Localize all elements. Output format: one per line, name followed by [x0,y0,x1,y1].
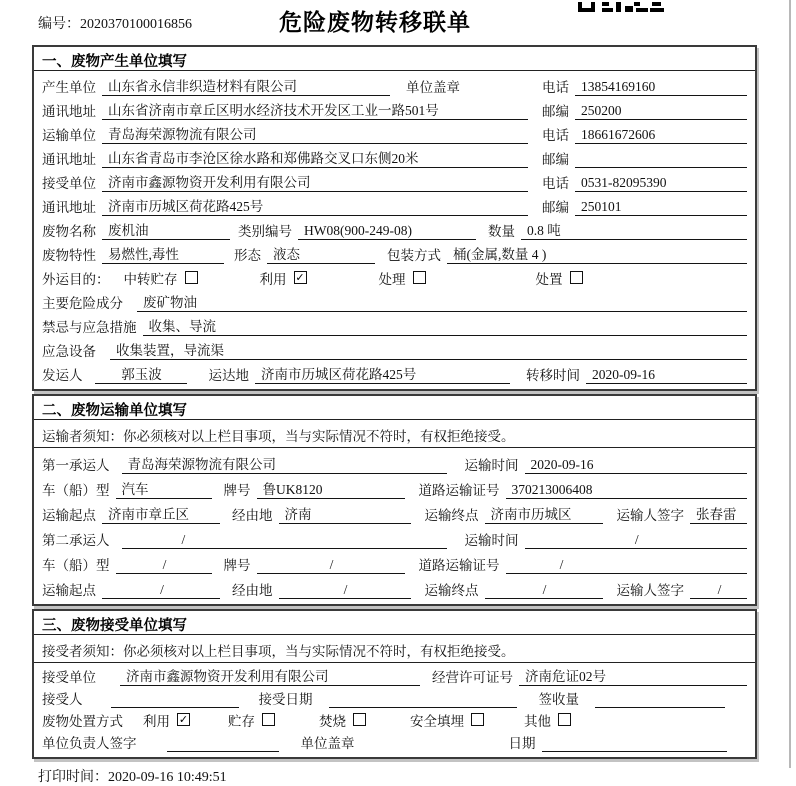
via-label: 经由地 [232,508,273,523]
carrier2-road-permit-value: / [506,557,616,574]
producer-phone-label: 电话 [542,80,569,95]
carrier2-sign-value: / [690,582,747,599]
carrier2-time-value: / [525,532,748,549]
checkbox [471,713,484,726]
receiver-notice [34,635,755,663]
transporter-row [42,120,747,144]
accept-unit-value: 济南市鑫源物资开发利用有限公司 [120,665,420,686]
destination-value: 济南市历城区荷花路425号 [255,363,510,384]
terminus-label: 运输终点 [424,508,479,523]
checkbox-label: 其他 [524,714,551,729]
taboo-row [42,312,747,336]
producer-address-label: 通讯地址 [42,104,96,119]
origin-label: 运输起点 [42,583,96,598]
waste-trait-row [42,240,747,264]
checkbox [185,271,198,284]
receiver-phone-label: 电话 [542,176,569,191]
permit-label: 经营许可证号 [432,670,513,685]
carrier1-vehicle-value: 汽车 [116,478,212,499]
taboo-label: 禁忌与应急措施 [42,320,137,335]
disposal-option-incinerate [319,710,366,730]
shipper-label: 发运人 [42,368,83,383]
accept-unit-row [42,664,747,686]
category-label: 类别编号 [238,224,292,239]
transporter-notice-label: 运输者须知： [42,429,123,444]
via-label: 经由地 [232,583,273,598]
checkbox-label: 安全填埋 [410,714,464,729]
checkbox [353,713,366,726]
carrier1-value: 青岛海荣源物流有限公司 [122,453,447,474]
section-producer [32,45,757,391]
plate-label: 牌号 [223,483,251,498]
receiver-row [42,168,747,192]
transporter-zip-label: 邮编 [542,152,569,167]
checkbox-label: 焚烧 [319,714,346,729]
checkbox-label: 利用 [143,714,170,729]
equipment-label: 应急设备 [42,344,96,359]
disposal-row [42,708,747,730]
accept-date-value [329,691,517,708]
checkbox [558,713,571,726]
section-transporter [32,394,757,606]
document-header [0,0,796,45]
section-transporter-title: 二、废物运输单位填写 [34,396,755,420]
shipper-row [42,360,747,384]
producer-label: 产生单位 [42,80,96,95]
checkbox [570,271,583,284]
equipment-value: 收集装置，导流渠 [110,339,747,360]
packing-label: 包装方式 [387,248,441,263]
carrier2-origin-value: / [102,582,220,599]
waste-name-value: 废机油 [102,219,230,240]
carrier1-sign-value: 张春雷 [690,503,747,524]
unit-seal-label: 单位盖章 [300,736,355,751]
transporter-value: 青岛海荣源物流有限公司 [102,123,528,144]
checkbox-label: 中转贮存 [123,272,178,287]
category-value: HW08(900-249-08) [298,223,476,240]
receiver-phone-value: 0531-82095390 [575,175,747,192]
carrier1-time-label: 运输时间 [464,458,519,473]
checkbox-label: 处理 [378,272,406,287]
purpose-label: 外运目的： [42,272,110,287]
doc-serial-value: 2020370100016856 [80,17,192,32]
acceptor-label: 接受人 [42,692,83,707]
transporter-zip-value [575,151,747,168]
purpose-option-transfer-storage [124,268,198,288]
carrier1-vehicle-row [42,474,747,499]
waste-name-label: 废物名称 [42,224,96,239]
transfer-time-label: 转移时间 [526,368,580,383]
carrier2-time-label: 运输时间 [464,533,519,548]
purpose-option-treat [379,268,426,288]
carrier1-terminus-value: 济南市历城区 [485,503,603,524]
trait-value: 易燃性,毒性 [102,243,224,264]
carrier1-origin-value: 济南市章丘区 [102,503,220,524]
purpose-option-dispose [536,268,583,288]
receiver-zip-label: 邮编 [542,200,569,215]
page-edge-line [789,0,791,768]
carrier1-plate-value: 鲁UK8120 [257,478,405,499]
hazard-value: 废矿物油 [137,291,747,312]
page-title: 危险废物转移联单 [279,9,471,35]
disposal-option-landfill [410,710,484,730]
shipper-value: 郭玉波 [95,363,187,384]
acceptor-row [42,686,747,708]
print-time [38,766,796,786]
producer-zip-value: 250200 [575,103,747,120]
leader-sign-label: 单位负责人签字 [42,736,137,751]
checkbox-label: 利用 [259,272,287,287]
receiver-address-row [42,192,747,216]
receiver-address-label: 通讯地址 [42,200,96,215]
transporter-notice [34,420,755,448]
form-value: 液态 [267,243,375,264]
carrier2-plate-value: / [257,557,405,574]
carrier2-label: 第二承运人 [42,533,110,548]
section-receiver-title: 三、废物接受单位填写 [34,611,755,635]
date-label: 日期 [508,736,536,751]
accept-date-label: 接受日期 [258,692,313,707]
print-time-value: 2020-09-16 10:49:51 [108,770,227,785]
transfer-time-value: 2020-09-16 [586,367,747,384]
carrier2-route-row [42,574,747,599]
carrier2-row [42,524,747,549]
checkbox-label: 处置 [535,272,563,287]
acceptor-value [111,691,239,708]
hazard-label: 主要危险成分 [42,296,123,311]
checkbox-label: 贮存 [228,714,255,729]
waste-name-row [42,216,747,240]
receiver-label: 接受单位 [42,176,96,191]
sign-qty-value [595,691,725,708]
transporter-label: 运输单位 [42,128,96,143]
carrier2-value: / [122,532,447,549]
transporter-phone-label: 电话 [542,128,569,143]
transporter-address-label: 通讯地址 [42,152,96,167]
doc-serial-label: 编号： [38,17,80,32]
receiver-zip-value: 250101 [575,199,747,216]
purpose-option-utilize [260,268,307,288]
section-receiver [32,609,757,759]
receiver-notice-text: 你必须核对以上栏目事项，当与实际情况不符时，有权拒绝接受。 [123,644,515,659]
plate-label: 牌号 [223,558,251,573]
print-time-label: 打印时间： [38,770,108,785]
packing-value: 桶(金属,数量 4 ) [447,243,747,264]
section-producer-title: 一、废物产生单位填写 [34,47,755,71]
carrier1-row [42,449,747,474]
terminus-label: 运输终点 [424,583,479,598]
disposal-option-utilize [143,710,190,730]
checkbox: ✓ [178,713,189,726]
accept-unit-label: 接受单位 [42,670,96,685]
producer-address-row [42,96,747,120]
producer-phone-value: 13854169160 [575,79,747,96]
carrier1-road-permit-value: 370213006408 [506,482,748,499]
sign-label: 运输人签字 [616,508,684,523]
taboo-value: 收集、导流 [143,315,748,336]
transporter-address-value: 山东省青岛市李沧区徐水路和郑佛路交叉口东侧20米 [102,147,528,168]
transporter-notice-text: 你必须核对以上栏目事项，当与实际情况不符时，有权拒绝接受。 [123,429,515,444]
leader-sign-value [167,735,279,752]
carrier2-vehicle-row [42,549,747,574]
carrier2-terminus-value: / [485,582,603,599]
purpose-row [42,264,747,288]
vehicle-label: 车（船）型 [42,558,110,573]
origin-label: 运输起点 [42,508,96,523]
receiver-value: 济南市鑫源物资开发利用有限公司 [102,171,528,192]
disposal-label: 废物处置方式 [42,714,123,729]
checkbox [262,713,275,726]
road-permit-label: 道路运输证号 [418,558,500,573]
carrier1-via-value: 济南 [279,503,411,524]
quantity-label: 数量 [488,224,515,239]
producer-zip-label: 邮编 [542,104,569,119]
trait-label: 废物特性 [42,248,96,263]
producer-value: 山东省永信非织造材料有限公司 [102,75,390,96]
form-label: 形态 [234,248,261,263]
transporter-phone-value: 18661672606 [575,127,747,144]
vehicle-label: 车（船）型 [42,483,110,498]
road-permit-label: 道路运输证号 [418,483,500,498]
receiver-notice-label: 接受者须知： [42,644,123,659]
checkbox [413,271,426,284]
producer-seal-label: 单位盖章 [406,80,460,95]
producer-row [42,72,747,96]
carrier1-label: 第一承运人 [42,458,110,473]
permit-value: 济南危证02号 [519,665,747,686]
equipment-row [42,336,747,360]
sign-label: 运输人签字 [616,583,684,598]
leader-sign-row [42,730,747,752]
producer-address-value: 山东省济南市章丘区明水经济技术开发区工业一路501号 [102,99,528,120]
carrier1-route-row [42,499,747,524]
destination-label: 运达地 [208,368,249,383]
date-value [542,735,728,752]
disposal-option-other [524,710,571,730]
hazard-row [42,288,747,312]
quantity-value: 0.8 吨 [521,219,747,240]
receiver-address-value: 济南市历城区荷花路425号 [102,195,528,216]
carrier2-vehicle-value: / [116,557,212,574]
disposal-option-store [228,710,275,730]
qr-code-fragment [578,0,666,16]
carrier1-time-value: 2020-09-16 [525,457,748,474]
carrier2-via-value: / [279,582,411,599]
transporter-address-row [42,144,747,168]
checkbox: ✓ [295,271,305,284]
sign-qty-label: 签收量 [538,692,579,707]
